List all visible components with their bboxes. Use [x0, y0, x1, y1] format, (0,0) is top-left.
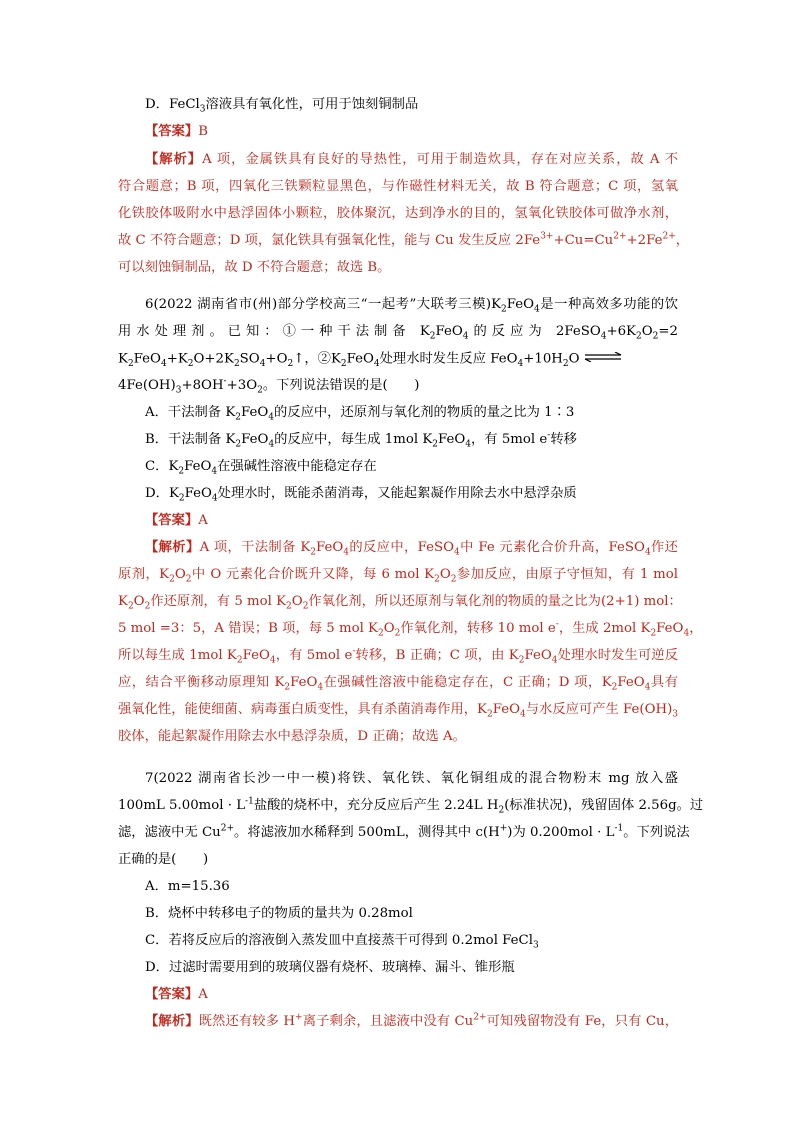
analysis-label: 【解析】 — [145, 1014, 199, 1029]
q5-analysis-line-4: 故 C 不符合题意；D 项，氯化铁具有强氧化性，能与 Cu 发生反应 $2Fe^{3+}+Cu=Cu^{2+}+2Fe^{2+}$， — [118, 231, 690, 248]
q7-option-a: A．m=15.36 — [145, 879, 230, 894]
q6-answer — [145, 512, 208, 530]
q7-option-b: B．烧杯中转移电子的物质的量共为 0.28mol — [145, 906, 413, 921]
q7-analysis-line-1: 【解析】既然还有较多 H+离子剩余，且滤液中没有 $Cu^{2+}$可知残留物没有 Fe，只有 Cu， — [145, 1012, 679, 1029]
q6-analysis-line-7: 强氧化性，能使细菌、病毒蛋白质变性，具有杀菌消毒作用，$K_2FeO_4$与水反应可产生 $Fe(OH)_3$ — [118, 702, 679, 720]
answer-value: A — [198, 513, 208, 528]
q6-analysis-line-4: 5 mol =3：5，A 错误；B 项，每 5 mol $K_2O_2$作氧化剂，转移 10 mol e-，生成 2mol $K_2FeO_4$， — [118, 619, 703, 639]
q6-analysis-line-8: 胶体，能起絮凝作用除去水中悬浮杂质，D 正确；故选 A。 — [118, 729, 466, 744]
q7-option-c: C．若将反应后的溶液倒入蒸发皿中直接蒸干可得到 0.2mol FeCl$_3$ — [145, 933, 539, 951]
answer-label: 【答案】 — [145, 513, 199, 528]
q7-stem-line-1: 7(2022 湖南省长沙一中一模)将铁、氧化铁、氧化铜组成的混合物粉末 mg 放入盛 — [145, 771, 678, 786]
q6-option-d: D．$K_2FeO_4$处理水时，既能杀菌消毒，又能起絮凝作用除去水中悬浮杂质 — [145, 486, 577, 504]
q5-answer — [145, 123, 208, 141]
q5-analysis-line-1: 【解析】A 项，金属铁具有良好的导热性，可用于制造炊具，存在对应关系，故 A 不 — [145, 152, 679, 167]
answer-value: A — [198, 987, 208, 1002]
answer-value: B — [198, 124, 208, 139]
q6-option-b: B．干法制备 $K_2FeO_4$的反应中，每生成 1mol $K_2FeO_4$，有 5mol e-转移 — [145, 430, 577, 450]
q6-analysis-line-2: 原剂，$K_2O_2$中 O 元素化合价既升又降，每 6 mol $K_2O_2$参加反应，由原子守恒知，有 1 mol — [118, 567, 679, 585]
q6-stem-line-3: $K_2FeO_4+K_2O+2K_2SO_4+O_2↑$，$②K_2FeO_4$处理水时发生反应 $FeO_4+10H_2O$ — [118, 350, 626, 369]
q6-stem-line-2: 用水处理剂。已知：①一种干法制备 $K_2FeO_4$的反应为 $2FeSO_4+6K_2O_2=2$ — [118, 324, 678, 342]
q7-answer — [145, 986, 208, 1004]
analysis-label: 【解析】 — [145, 152, 203, 167]
q7-stem-line-4: 正确的是( ) — [118, 852, 209, 867]
q6-analysis-line-3: $K_2O_2$作还原剂，有 5 mol $K_2O_2$作氧化剂，所以还原剂与氧化剂的物质的量之比为(2+1) mol： — [118, 594, 682, 612]
q6-analysis-line-5: 所以每生成 1mol $K_2FeO_4$，有 5mol e-转移，B 正确；C 项，由 $K_2FeO_4$处理水时发生可逆反 — [118, 646, 678, 666]
q6-analysis-line-6: 应，结合平衡移动原理知 $K_2FeO_4$在强碱性溶液中能稳定存在，C 正确；D 项，$K_2FeO_4$具有 — [118, 675, 678, 693]
q6-stem-line-4: $4Fe(OH)_3+8OH^-+3O_2$。下列说法错误的是( ) — [118, 376, 420, 396]
q5-analysis-line-2: 符合题意；B 项，四氧化三铁颗粒显黑色，与作磁性材料无关，故 B 符合题意；C 项，氢氧 — [118, 179, 678, 194]
q5-analysis-line-5: 可以刻蚀铜制品，故 D 不符合题意；故选 B。 — [118, 260, 391, 275]
q6-stem-line-1: 6(2022 湖南省市(州)部分学校高三“一起考”大联考三模)$K_2FeO_4$是一种高效多功能的饮 — [145, 297, 678, 315]
q5-option-d: D．FeCl$_3$溶液具有氧化性，可用于蚀刻铜制品 — [145, 97, 419, 115]
q6-option-a: A．干法制备 $K_2FeO_4$的反应中，还原剂与氧化剂的物质的量之比为 1∶3 — [145, 405, 575, 423]
q6-option-c: C．$K_2FeO_4$在强碱性溶液中能稳定存在 — [145, 459, 377, 477]
answer-label: 【答案】 — [145, 987, 199, 1002]
q7-stem-line-2: 100mL $5.00mol \cdot L^{-1}$盐酸的烧杯中，充分反应后产生 2.24L $H_2$(标准状况)，残留固体 2.56g。过 — [118, 796, 704, 816]
q7-stem-line-3: 滤，滤液中无 $Cu^{2+}$。将滤液加水稀释到 500mL，测得其中 c(H+)为 $0.200mol \cdot L^{-1}$。下列说法 — [118, 823, 690, 840]
analysis-label: 【解析】 — [145, 540, 200, 555]
q5-analysis-line-3: 化铁胶体吸附水中悬浮固体小颗粒，胶体聚沉，达到净水的目的，氢氧化铁胶体可做净水剂， — [118, 206, 678, 221]
answer-label: 【答案】 — [145, 124, 199, 139]
reversible-equilibrium-icon — [584, 350, 622, 368]
q7-option-d: D．过滤时需要用到的玻璃仪器有烧杯、玻璃棒、漏斗、锥形瓶 — [145, 960, 515, 975]
q6-analysis-line-1: 【解析】A 项，干法制备 $K_2FeO_4$的反应中，FeSO$_4$中 Fe 元素化合价升高，FeSO$_4$作还 — [145, 540, 678, 558]
